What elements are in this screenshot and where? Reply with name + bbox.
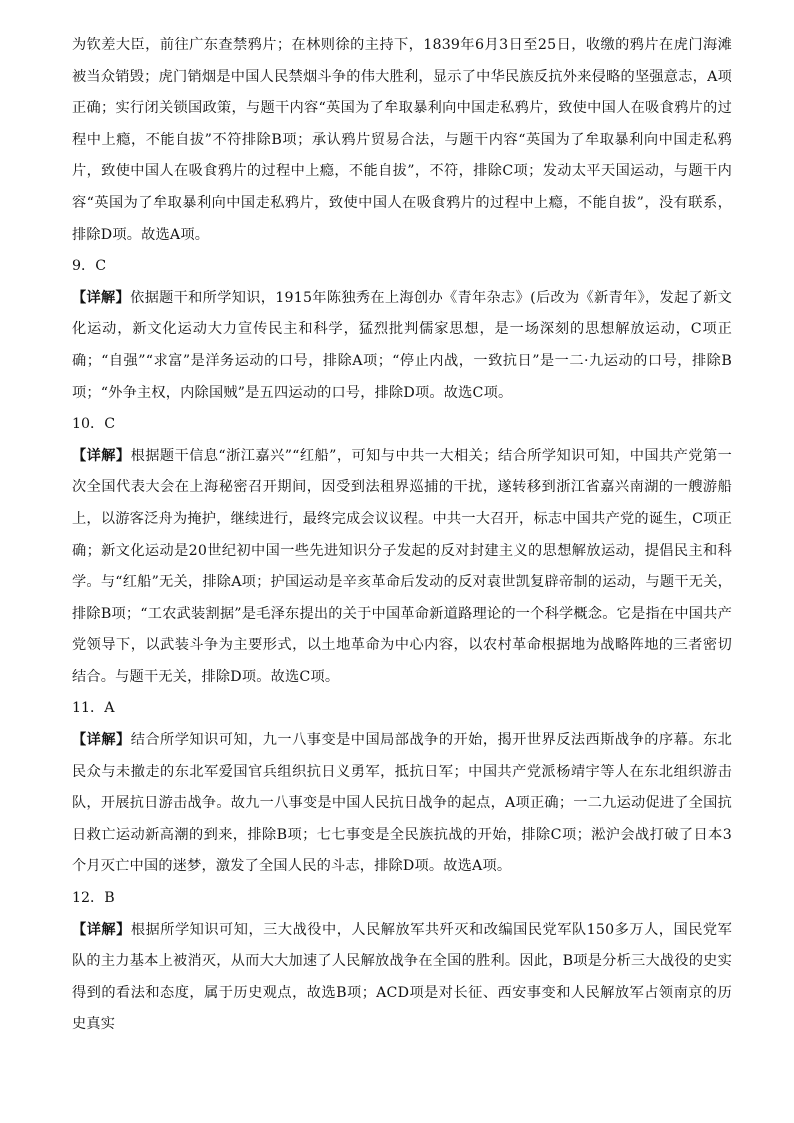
explanation-text: 结合所学知识可知，九一八事变是中国局部战争的开始，揭开世界反法西斯战争的序幕。东北民众与未撤走的东北军爱国官兵组织抗日义勇军，抵抗日军；中国共产党派杨靖宇等人在东北组织游击队，开展抗日游击战争。故九一八事变是中国人民抗日战争的起点，A项正确；一二九运动促进了全国抗日救亡运动新高潮的到来，排除B项；七七事变是全民族抗战的开始，排除C项；淞沪会战打破了日本3个月灭亡中国的迷梦，激发了全国人民的斗志，排除D项。故选A项。 <box>72 732 732 875</box>
intro-paragraph: 为钦差大臣，前往广东查禁鸦片；在林则徐的主持下，1839年6月3日至25日，收缴的鸦片在虎门海滩被当众销毁；虎门销烟是中国人民禁烟斗争的伟大胜利，显示了中华民族反抗外来侵略的坚强意志，A项正确；实行闭关锁国政策，与题干内容“英国为了牟取暴利向中国走私鸦片，致使中国人在吸食鸦片的过程中上瘾，不能自拔”不符排除B项；承认鸦片贸易合法，与题干内容“英国为了牟取暴利向中国走私鸦片，致使中国人在吸食鸦片的过程中上瘾，不能自拔”，不符，排除C项；发动太平天国运动，与题干内容“英国为了牟取暴利向中国走私鸦片，致使中国人在吸食鸦片的过程中上瘾，不能自拔”，没有联系，排除D项。故选A项。 <box>72 37 732 243</box>
question-9 <box>72 251 732 409</box>
question-number: 9．C <box>72 258 107 275</box>
question-explanation <box>72 725 732 883</box>
question-number: 10．C <box>72 416 116 433</box>
question-number: 11．A <box>72 700 115 717</box>
question-10 <box>72 409 732 693</box>
question-11 <box>72 693 732 883</box>
question-number: 12．B <box>72 890 115 907</box>
explanation-text: 根据所学知识可知，三大战役中，人民解放军共歼灭和改编国民党军队150多万人，国民党军队的主力基本上被消灭，从而大大加速了人民解放战争在全国的胜利。因此，B项是分析三大战役的史实得到的看法和态度，属于历史观点，故选B项；ACD项是对长征、西安事变和人民解放军占领南京的历史真实 <box>72 921 732 1033</box>
question-explanation <box>72 283 732 409</box>
explanation-label: 【详解】 <box>72 921 131 938</box>
explanation-label: 【详解】 <box>72 732 131 749</box>
question-explanation <box>72 915 732 1041</box>
question-explanation <box>72 441 732 694</box>
document-content <box>72 30 732 1041</box>
explanation-label: 【详解】 <box>72 289 131 306</box>
explanation-text: 根据题干信息“浙江嘉兴”“红船”，可知与中共一大相关；结合所学知识可知，中国共产党第一次全国代表大会在上海秘密召开期间，因受到法租界巡捕的干扰，遂转移到浙江省嘉兴南湖的一艘游船上，以游客泛舟为掩护，继续进行，最终完成会议议程。中共一大召开，标志中国共产党的诞生，C项正确；新文化运动是20世纪初中国一些先进知识分子发起的反对封建主义的思想解放运动，提倡民主和科学。与“红船”无关，排除A项；护国运动是辛亥革命后发动的反对袁世凯复辟帝制的运动，与题干无关，排除B项；“工农武装割据”是毛泽东提出的关于中国革命新道路理论的一个科学概念。它是指在中国共产党领导下，以武装斗争为主要形式，以土地革命为中心内容，以农村革命根据地为战略阵地的三者密切结合。与题干无关，排除D项。故选C项。 <box>72 447 732 685</box>
explanation-text: 依据题干和所学知识，1915年陈独秀在上海创办《青年杂志》(后改为《新青年》，发起了新文化运动，新文化运动大力宣传民主和科学，猛烈批判儒家思想，是一场深刻的思想解放运动，C项正确；“自强”“求富”是洋务运动的口号，排除A项；“停止内战，一致抗日”是一二·九运动的口号，排除B项；“外争主权，内除国贼”是五四运动的口号，排除D项。故选C项。 <box>72 289 732 401</box>
question-12 <box>72 883 732 1041</box>
explanation-label: 【详解】 <box>72 447 131 464</box>
